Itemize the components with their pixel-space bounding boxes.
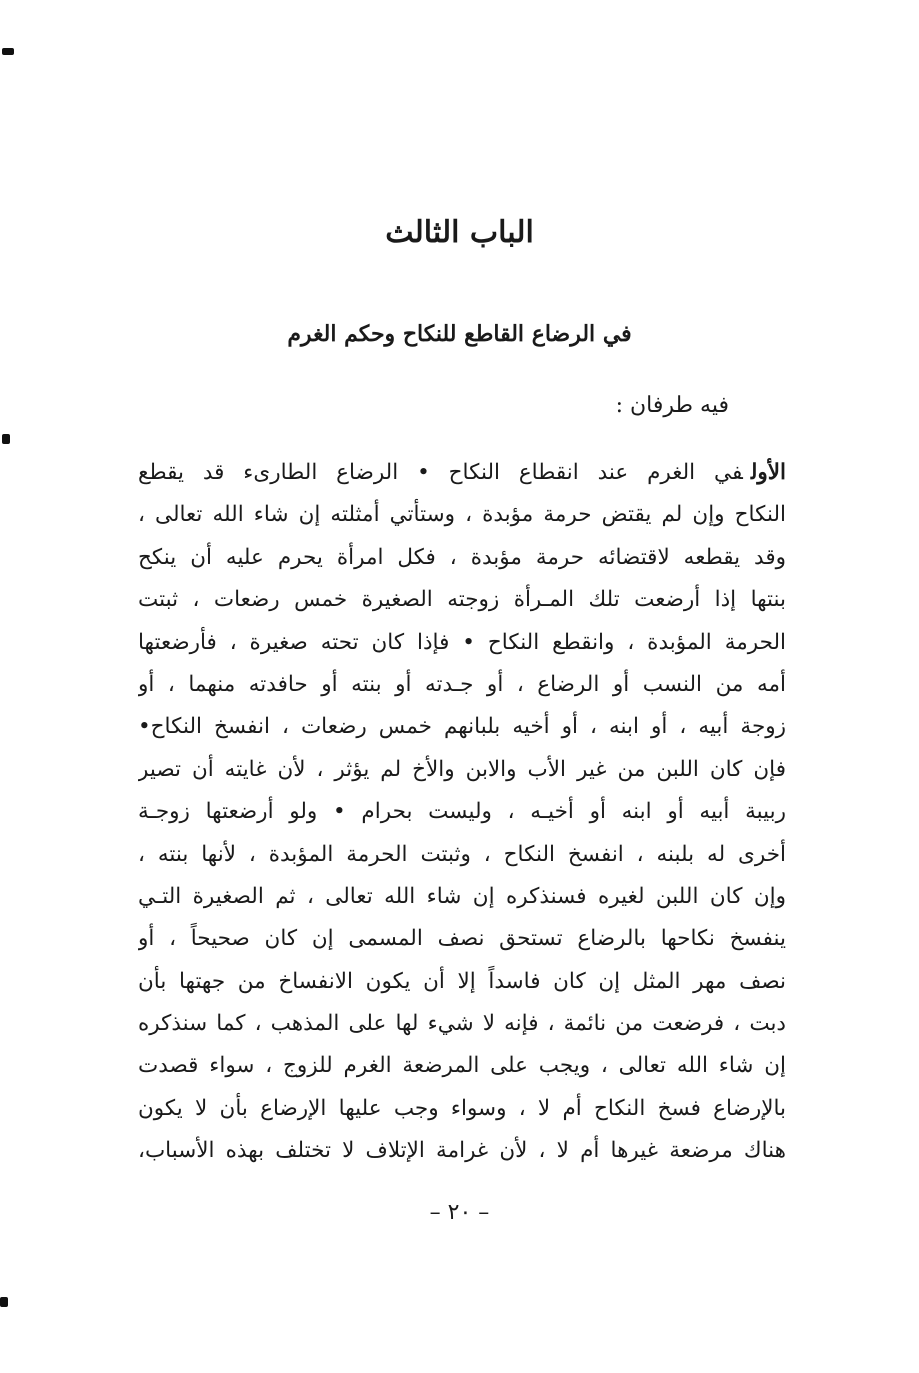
chapter-subtitle: في الرضاع القاطع للنكاح وحكم الغرم	[287, 321, 632, 347]
scan-mark	[2, 434, 10, 444]
intro-line: فيه طرفان :	[615, 393, 729, 418]
text-line: بنتها إذا أرضعت تلك المـرأة زوجته الصغيرة خمس رضعات ، ثبتت	[138, 587, 786, 613]
text-line: الحرمة المؤبدة ، وانقطع النكاح • فإذا كان تحته صغيرة ، فأرضعتها	[138, 629, 786, 655]
text-line: النكاح وإن لم يقتض حرمة مؤبدة ، وستأتي أمثلته إن شاء الله تعالى ،	[138, 502, 786, 528]
text-line: وإن كان اللبن لغيره فسنذكره إن شاء الله تعالى ، ثم الصغيرة التـي	[138, 883, 786, 909]
chapter-title: الباب الثالث	[385, 215, 534, 250]
text-line: إن شاء الله تعالى ، ويجب على المرضعة الغرم للزوج ، سواء قصدت	[138, 1053, 786, 1079]
scan-mark	[2, 48, 14, 55]
text-line: وقد يقطعه لاقتضائه حرمة مؤبدة ، فكل امرأة يحرم عليه أن ينكح	[138, 544, 786, 570]
text-line: هناك مرضعة غيرها أم لا ، لأن غرامة الإتلاف لا تختلف بهذه الأسباب،	[138, 1138, 786, 1164]
text-line: أخرى له بلبنه ، انفسخ النكاح ، وثبتت الحرمة المؤبدة ، لأنها بنته ،	[138, 841, 786, 867]
scan-mark	[0, 1297, 8, 1307]
page-number: – ٢٠ –	[429, 1200, 490, 1225]
lead-word: الأول	[750, 460, 786, 485]
text-line: ربيبة أبيه أو ابنه أو أخيـه ، وليست بحرام • ولو أرضعتها زوجـة	[138, 799, 786, 825]
text-line	[138, 452, 786, 494]
body-text	[138, 452, 786, 1173]
text-line: نصف مهر المثل إن كان فاسداً إلا أن يكون الانفساخ من جهتها بأن	[138, 968, 786, 994]
text-line: دبت ، فرضعت من نائمة ، فإنه لا شيء لها على المذهب ، كما سنذكره	[138, 1011, 786, 1037]
text-line: بالإرضاع فسخ النكاح أم لا ، وسواء وجب عليها الإرضاع بأن لا يكون	[138, 1095, 786, 1121]
text-line-content: في الغرم عند انقطاع النكاح • الرضاع الطارىء قد يقطع	[138, 460, 743, 485]
text-line: أمه من النسب أو الرضاع ، أو جـدته أو بنته أو حافدته منهما ، أو	[138, 671, 786, 697]
text-line: فإن كان اللبن من غير الأب والابن والأخ لم يؤثر ، لأن غايته أن تصير	[138, 756, 786, 782]
text-line: زوجة أبيه ، أو ابنه ، أو أخيه بلبانهم خمس رضعات ، انفسخ النكاح•	[138, 714, 786, 740]
text-line: ينفسخ نكاحها بالرضاع تستحق نصف المسمى إن كان صحيحاً ، أو	[138, 926, 786, 952]
